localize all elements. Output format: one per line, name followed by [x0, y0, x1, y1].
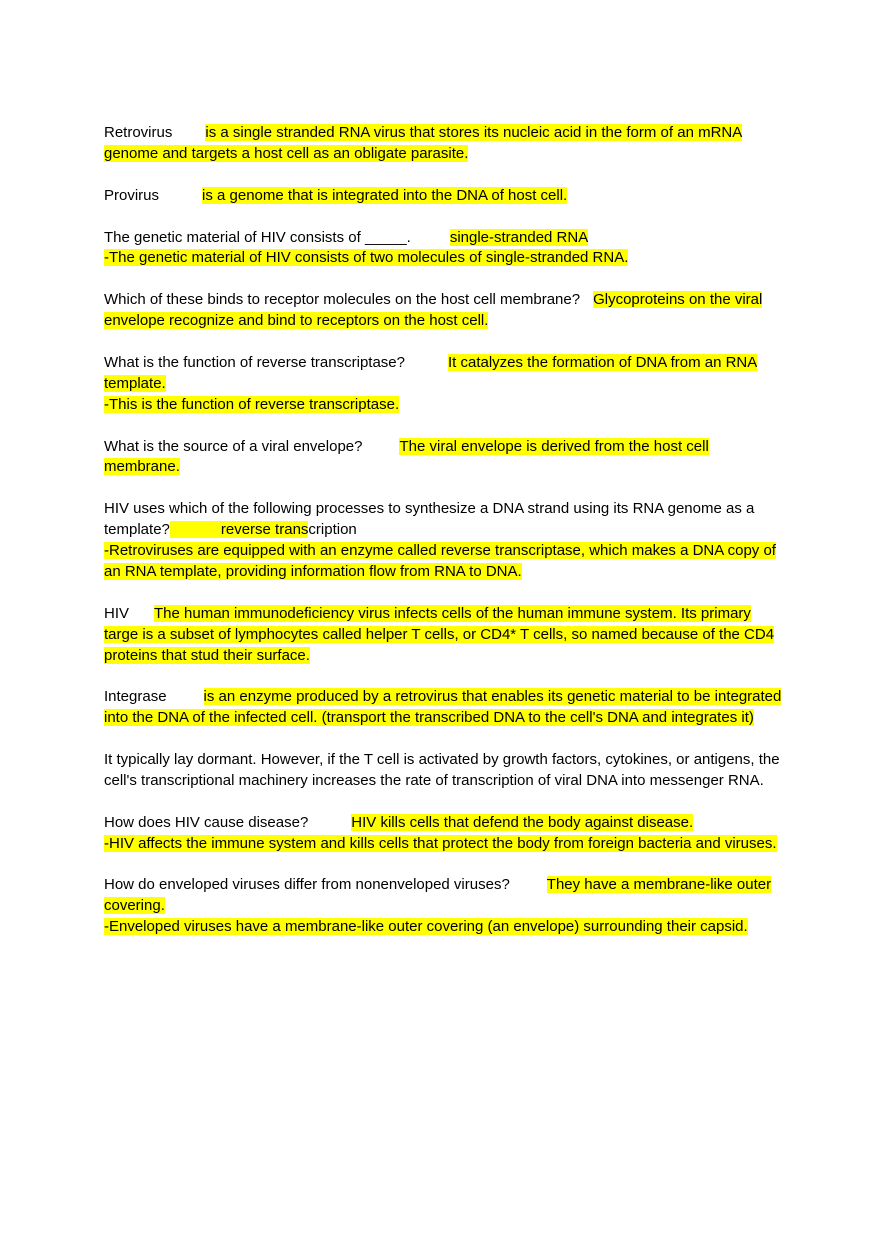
explanation-synthesize-dna: -Retroviruses are equipped with an enzyme called reverse transcriptase, which makes a DNA copy of an RNA template, providing information flow from RNA to DNA.	[104, 542, 776, 580]
question-genetic-material: The genetic material of HIV consists of _____.	[104, 228, 411, 246]
answer-synthesize-dna-rest: cription	[308, 521, 357, 539]
entry-cause-disease	[104, 813, 784, 855]
explanation-cause-disease: -HIV affects the immune system and kills cells that protect the body from foreign bacteria and viruses.	[104, 834, 777, 852]
term-retrovirus: Retrovirus	[104, 124, 173, 141]
question-synthesize-dna: HIV uses which of the following processes to synthesize a DNA strand using its RNA genome as a template?	[104, 500, 755, 539]
entry-enveloped	[104, 875, 784, 938]
answer-genetic-material: single-stranded RNA	[449, 228, 589, 246]
entry-hiv	[104, 604, 784, 667]
entry-provirus	[104, 186, 784, 207]
definition-hiv: The human immunodeficiency virus infects cells of the human immune system. Its primary targe is a subset of lymphocytes called helper T cells, or CD4* T cells, so named because of the CD4 proteins that stud their surface.	[104, 604, 775, 664]
definition-provirus: is a genome that is integrated into the DNA of host cell.	[202, 186, 568, 204]
question-cause-disease: How does HIV cause disease?	[104, 813, 309, 831]
entry-synthesize-dna	[104, 499, 784, 583]
answer-binds-receptor: Glycoproteins on the viral envelope recognize and bind to receptors on the host cell.	[104, 291, 763, 330]
entry-binds-receptor	[104, 290, 784, 332]
answer-synthesize-dna: reverse trans	[220, 521, 309, 539]
answer-cause-disease: HIV kills cells that defend the body against disease.	[351, 813, 694, 831]
explanation-enveloped: -Enveloped viruses have a membrane-like outer covering (an envelope) surrounding their capsid.	[104, 918, 748, 936]
term-provirus: Provirus	[104, 186, 160, 204]
question-reverse-transcriptase: What is the function of reverse transcriptase?	[104, 353, 405, 371]
question-enveloped: How do enveloped viruses differ from nonenveloped viruses?	[104, 876, 510, 894]
question-viral-envelope: What is the source of a viral envelope?	[104, 437, 363, 455]
answer-gap-highlight	[170, 521, 221, 538]
explanation-reverse-transcriptase: -This is the function of reverse transcriptase.	[104, 395, 400, 413]
text-dormant: It typically lay dormant. However, if the T cell is activated by growth factors, cytokines, or antigens, the cell's transcriptional machinery increases the rate of transcription of viral DNA into messenger RNA.	[104, 751, 780, 789]
question-binds-receptor: Which of these binds to receptor molecules on the host cell membrane?	[104, 291, 581, 309]
answer-viral-envelope: The viral envelope is derived from the host cell membrane.	[104, 437, 709, 476]
document-body	[104, 123, 784, 959]
entry-dormant	[104, 750, 784, 792]
entry-retrovirus	[104, 123, 784, 165]
definition-retrovirus: is a single stranded RNA virus that stores its nucleic acid in the form of an mRNA genome and targets a host cell as an obligate parasite.	[104, 124, 743, 162]
answer-reverse-transcriptase: It catalyzes the formation of DNA from an RNA template.	[104, 353, 758, 392]
term-integrase: Integrase	[104, 688, 167, 706]
answer-enveloped: They have a membrane-like outer covering.	[104, 876, 772, 915]
entry-genetic-material	[104, 228, 784, 270]
definition-integrase: is an enzyme produced by a retrovirus that enables its genetic material to be integrated into the DNA of the infected cell. (transport the transcribed DNA to the cell's DNA and integrates it)	[104, 688, 782, 727]
entry-viral-envelope	[104, 437, 784, 479]
term-hiv: HIV	[104, 604, 130, 622]
entry-integrase	[104, 687, 784, 729]
entry-reverse-transcriptase	[104, 353, 784, 416]
explanation-genetic-material: -The genetic material of HIV consists of two molecules of single-stranded RNA.	[104, 249, 629, 267]
